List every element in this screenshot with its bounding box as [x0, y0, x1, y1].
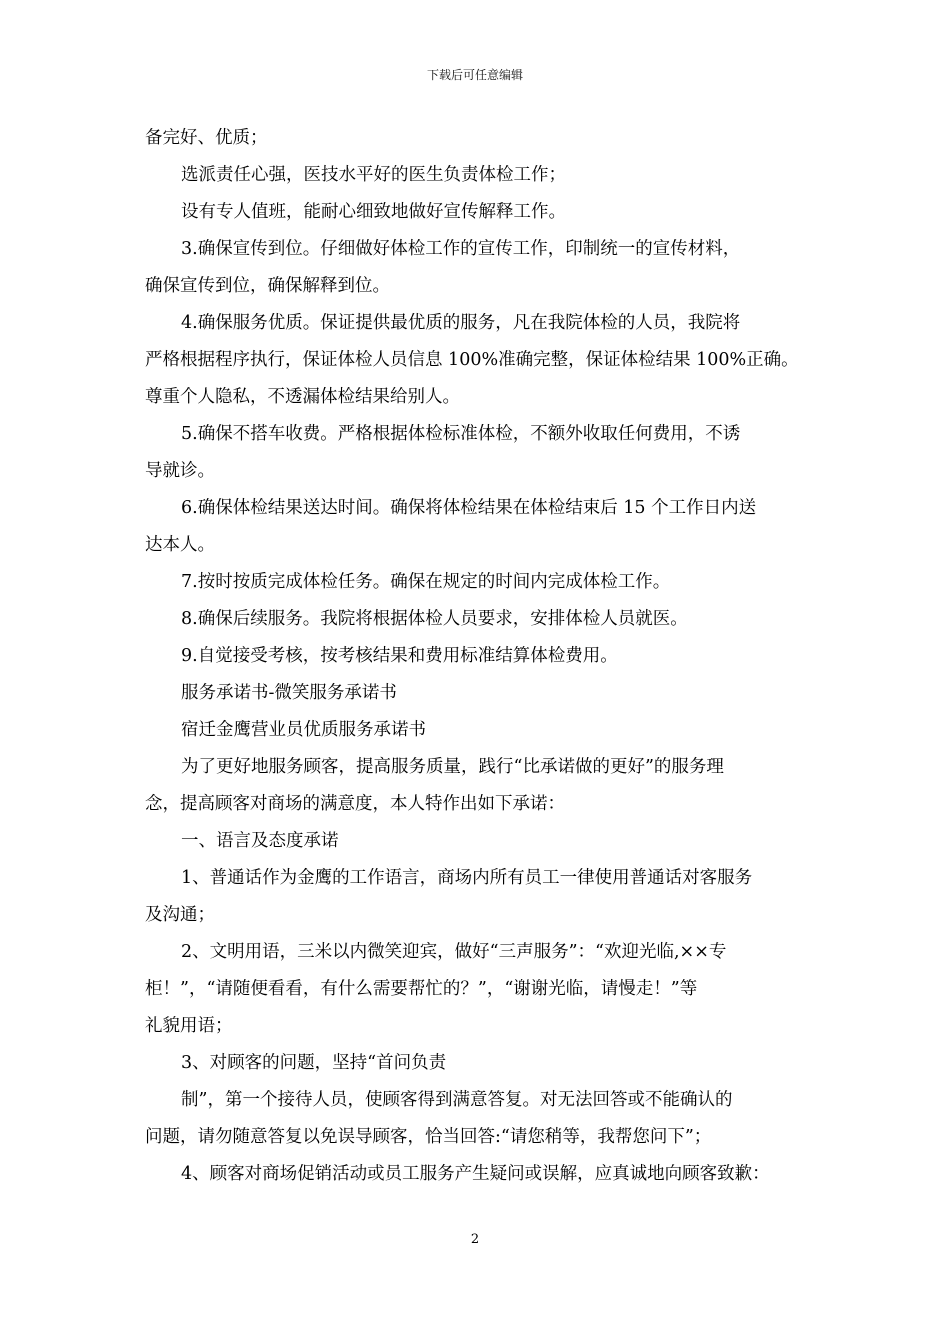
paragraph-line: 达本人。: [145, 535, 215, 555]
paragraph-line: 宿迁金鹰营业员优质服务承诺书: [181, 720, 426, 740]
paragraph-line: 及沟通；: [145, 905, 215, 925]
paragraph-line: 问题，请勿随意答复以免误导顾客，恰当回答:“请您稍等，我帮您问下”；: [145, 1127, 712, 1147]
paragraph-line: 礼貌用语；: [145, 1016, 233, 1036]
paragraph-line: 制”，第一个接待人员，使顾客得到满意答复。对无法回答或不能确认的: [181, 1090, 733, 1110]
paragraph-line: 服务承诺书-微笑服务承诺书: [181, 683, 397, 703]
paragraph-line: 1、普通话作为金鹰的工作语言，商场内所有员工一律使用普通话对客服务: [181, 868, 753, 888]
paragraph-line: 严格根据程序执行，保证体检人员信息 100%准确完整，保证体检结果 100%正确。: [145, 350, 799, 370]
paragraph-line: 4.确保服务优质。保证提供最优质的服务，凡在我院体检的人员，我院将: [181, 313, 741, 333]
paragraph-line: 柜！”，“请随便看看，有什么需要帮忙的？”，“谢谢光临，请慢走！”等: [145, 979, 698, 999]
paragraph-line: 设有专人值班，能耐心细致地做好宣传解释工作。: [181, 202, 566, 222]
paragraph-line: 备完好、优质；: [145, 128, 268, 148]
paragraph-line: 7.按时按质完成体检任务。确保在规定的时间内完成体检工作。: [181, 572, 671, 592]
paragraph-line: 4、顾客对商场促销活动或员工服务产生疑问或误解，应真诚地向顾客致歉：: [181, 1164, 770, 1184]
paragraph-line: 一、语言及态度承诺: [181, 831, 339, 851]
paragraph-line: 确保宣传到位，确保解释到位。: [145, 276, 390, 296]
paragraph-line: 尊重个人隐私，不透漏体检结果给别人。: [145, 387, 460, 407]
paragraph-line: 3、对顾客的问题，坚持“首问负责: [181, 1053, 447, 1073]
paragraph-line: 念，提高顾客对商场的满意度，本人特作出如下承诺：: [145, 794, 565, 814]
paragraph-line: 5.确保不搭车收费。严格根据体检标准体检，不额外收取任何费用，不诱: [181, 424, 741, 444]
paragraph-line: 9.自觉接受考核，按考核结果和费用标准结算体检费用。: [181, 646, 618, 666]
paragraph-line: 选派责任心强，医技水平好的医生负责体检工作；: [181, 165, 566, 185]
page-number: 2: [470, 1232, 480, 1247]
paragraph-line: 导就诊。: [145, 461, 215, 481]
paragraph-line: 6.确保体检结果送达时间。确保将体检结果在体检结束后 15 个工作日内送: [181, 498, 757, 518]
document-body: [145, 120, 825, 1193]
paragraph-line: 3.确保宣传到位。仔细做好体检工作的宣传工作，印制统一的宣传材料，: [181, 239, 741, 259]
paragraph-line: 为了更好地服务顾客，提高服务质量，践行“比承诺做的更好”的服务理: [181, 757, 724, 777]
page-header: 下载后可任意编辑: [426, 68, 523, 82]
paragraph-line: 8.确保后续服务。我院将根据体检人员要求，安排体检人员就医。: [181, 609, 688, 629]
paragraph-line: 2、文明用语，三米以内微笑迎宾，做好“三声服务”：“欢迎光临,××专: [181, 942, 727, 962]
